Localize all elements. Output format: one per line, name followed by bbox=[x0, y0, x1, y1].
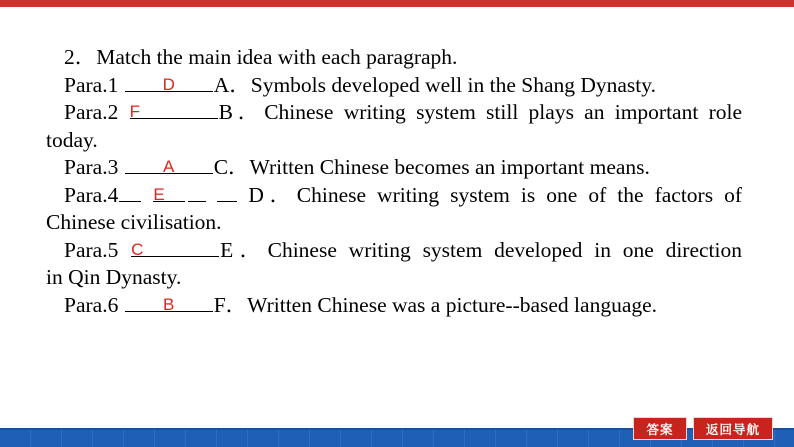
blank-segment bbox=[217, 182, 237, 202]
option-text: Chinese writing system developed in one direction bbox=[267, 237, 742, 262]
para-5-continuation bbox=[46, 264, 742, 292]
option-text-continued: in Qin Dynasty. bbox=[46, 265, 182, 289]
answer-blank bbox=[125, 292, 213, 312]
para-4-line bbox=[46, 182, 742, 210]
answer-button[interactable]: 答案 bbox=[633, 417, 687, 440]
answer-text: F bbox=[129, 102, 140, 121]
option-text: Written Chinese was a picture--based language. bbox=[247, 292, 658, 317]
para-label: Para.6 bbox=[64, 292, 119, 317]
para-2-continuation bbox=[46, 127, 742, 155]
answer-blank bbox=[125, 154, 213, 174]
para-5-line bbox=[46, 237, 742, 265]
para-label: Para.2 bbox=[64, 100, 119, 124]
option-letter: E． bbox=[220, 237, 268, 262]
answer-text: C bbox=[131, 239, 144, 259]
para-label: Para.5 bbox=[64, 237, 119, 262]
answer-blank bbox=[131, 237, 219, 257]
question-number: 2． bbox=[64, 45, 97, 69]
option-text-continued: Chinese civilisation. bbox=[46, 210, 222, 234]
para-4-continuation bbox=[46, 209, 742, 237]
para-2-line bbox=[46, 99, 742, 127]
option-letter: C． bbox=[213, 155, 250, 179]
answer-blank bbox=[153, 182, 185, 202]
para-6-line bbox=[46, 292, 742, 320]
exercise-content bbox=[46, 44, 742, 319]
option-text: Symbols developed well in the Shang Dynasty. bbox=[250, 72, 657, 97]
blank-segment bbox=[188, 182, 206, 202]
question-line bbox=[46, 44, 742, 72]
option-text: Written Chinese becomes an important means. bbox=[249, 155, 650, 179]
para-3-line bbox=[46, 154, 742, 182]
para-label: Para.4 bbox=[64, 182, 119, 207]
top-accent-bar bbox=[0, 0, 794, 7]
answer-text: B bbox=[163, 294, 175, 314]
option-letter: D． bbox=[248, 182, 297, 207]
option-text-continued: today. bbox=[46, 127, 98, 152]
para-1-line bbox=[46, 72, 742, 100]
back-to-nav-button[interactable]: 返回导航 bbox=[693, 417, 773, 440]
option-letter: B． bbox=[218, 100, 265, 124]
answer-text: A bbox=[163, 157, 175, 176]
answer-blank bbox=[130, 99, 218, 119]
question-prompt: Match the main idea with each paragraph. bbox=[96, 45, 458, 69]
answer-blank bbox=[125, 72, 213, 92]
option-text: Chinese writing system is one of the factors of bbox=[296, 182, 743, 207]
blank-segment bbox=[119, 182, 141, 202]
option-text: Chinese writing system still plays an important role bbox=[264, 100, 743, 124]
para-label: Para.1 bbox=[64, 72, 119, 97]
answer-text: E bbox=[153, 184, 165, 204]
answer-text: D bbox=[162, 74, 175, 94]
para-label: Para.3 bbox=[64, 155, 119, 179]
option-letter: A． bbox=[213, 72, 251, 97]
option-letter: F． bbox=[213, 292, 248, 317]
